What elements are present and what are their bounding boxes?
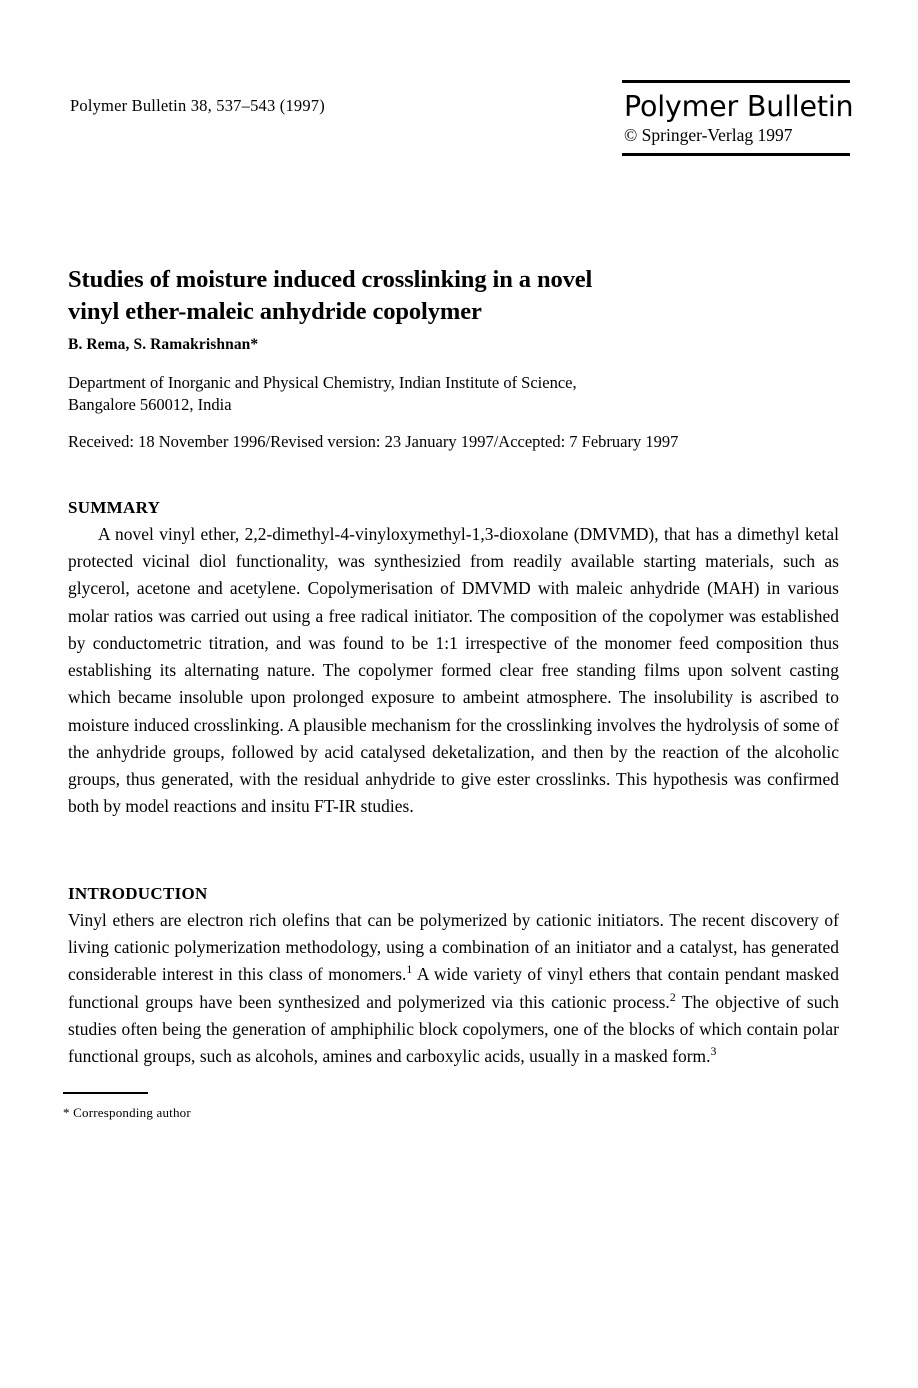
introduction-heading: INTRODUCTION [68,884,208,903]
masthead-title: Polymer Bulletin [624,90,854,123]
article-title [68,264,668,327]
corresponding-author-note: * Corresponding author [63,1104,191,1120]
journal-masthead [622,80,854,156]
reference-marker-3: 3 [710,1044,717,1059]
affiliation [68,372,768,416]
summary-section [68,498,839,821]
summary-heading: SUMMARY [68,498,161,517]
introduction-paragraph [68,907,839,1070]
summary-paragraph: A novel vinyl ether, 2,2-dimethyl-4-vinyloxymethyl-1,3-dioxolane (DMVMD), that has a dimethyl ketal protected vicinal diol functionality, was synthesizied from readily available starting materials, such as glycerol, acetone and acetylene. Copolymerisation of DMVMD with maleic anhydride (MAH) in various molar ratios was carried out using a free radical initiator. The composition of the copolymer was established by conductometric titration, and was found to be 1:1 irrespective of the monomer feed composition thus establishing its alternating nature. The copolymer formed clear free standing films upon solvent casting which became insoluble upon prolonged exposure to ambeint atmosphere. The insolubility is ascribed to moisture induced crosslinking. A plausible mechanism for the crosslinking involves the hydrolysis of some of the anhydride groups, followed by acid catalysed deketalization, and then by the reaction of the alcoholic groups, thus generated, with the residual anhydride to give ester crosslinks. This hypothesis was confirmed both by model reactions and insitu FT-IR studies. [68,524,839,817]
introduction-text-segment-2: A wide variety of vinyl ethers that contain pendant masked functional groups have been synthesized and polymerized via this cationic process. [68,964,839,1012]
article-title-line-2: vinyl ether-maleic anhydride copolymer [68,298,482,325]
introduction-text-segment-3: The objective of such studies often being the generation of amphiphilic block copolymers, one of the blocks of which contain polar functional groups, such as alcohols, amines and carboxylic acids, usually in a masked form. [68,991,839,1067]
reference-marker-2: 2 [669,989,676,1004]
journal-reference: Polymer Bulletin 38, 537–543 (1997) [70,96,325,115]
masthead-copyright: © Springer-Verlag 1997 [624,124,793,145]
affiliation-line-2: Bangalore 560012, India [68,394,232,414]
reference-marker-1: 1 [406,962,413,977]
received-dates: Received: 18 November 1996/Revised version: 23 January 1997/Accepted: 7 February 1997 [68,432,679,451]
masthead-bottom-rule [622,153,850,156]
affiliation-line-1: Department of Inorganic and Physical Chemistry, Indian Institute of Science, [68,373,577,392]
introduction-section [68,884,839,1070]
article-title-line-1: Studies of moisture induced crosslinking in a novel [68,266,593,294]
footnote-separator-rule [63,1092,148,1094]
footnote-area [63,1092,463,1121]
author-list: B. Rema, S. Ramakrishnan* [68,336,259,353]
introduction-text-segment-1: Vinyl ethers are electron rich olefins that can be polymerized by cationic initiators. The recent discovery of living cationic polymerization methodology, using a combination of an initiator and a catalyst, has generated considerable interest in this class of monomers. [68,910,839,985]
